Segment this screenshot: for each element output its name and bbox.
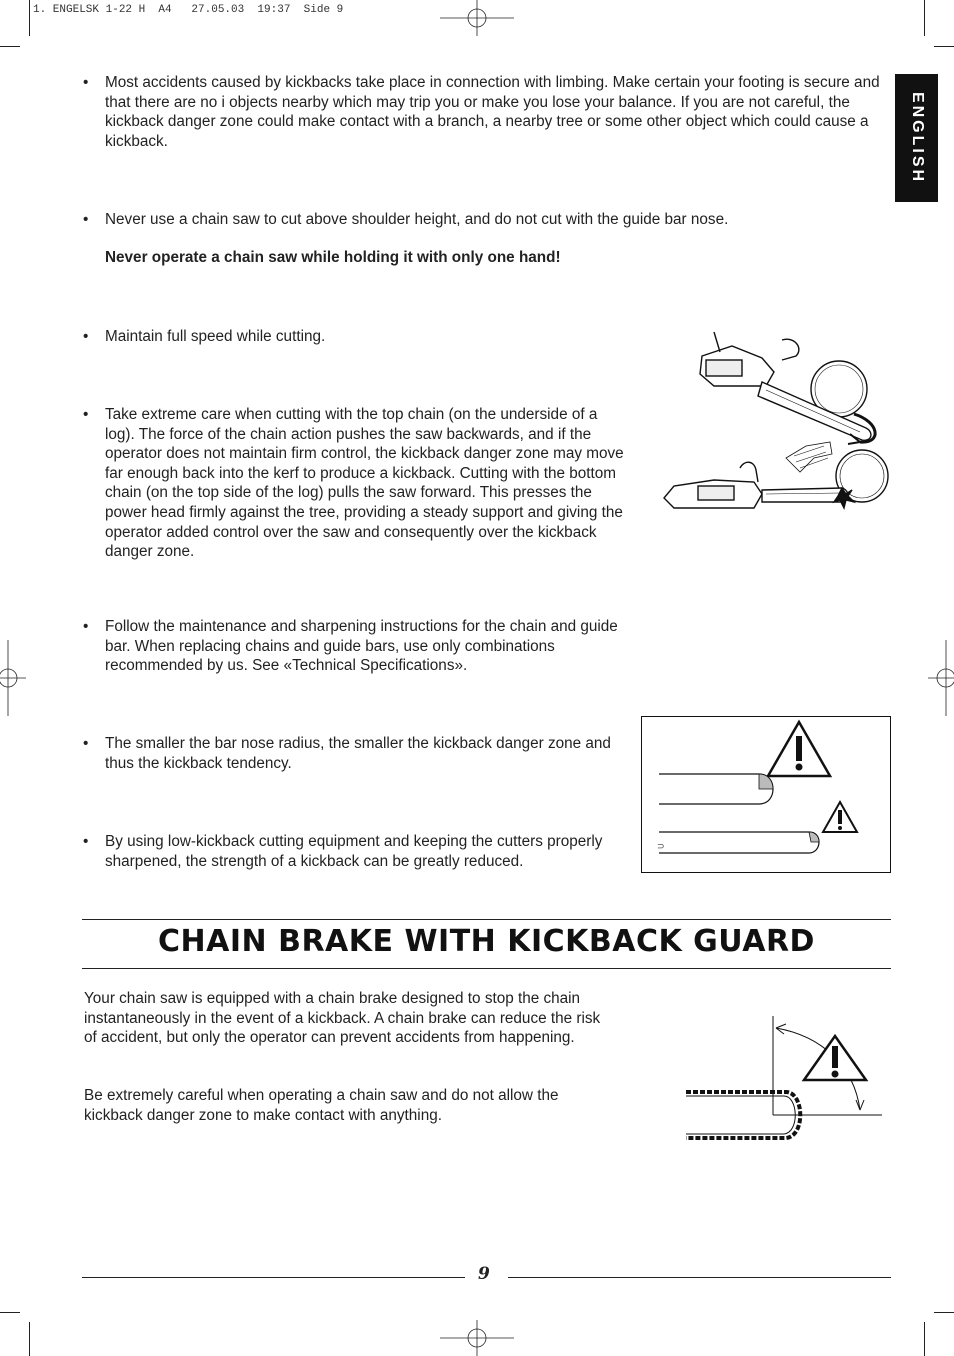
bullet-item — [83, 734, 628, 773]
crop-mark — [934, 46, 954, 47]
bullet-text: Take extreme care when cutting with the top chain (on the underside of a log). The force of the chain action pushes the saw backwards, and if the operator does not maintain firm control, the kickback danger zone may move far enough back into the kerf to produce a kickback. Cutting with the bottom chain (on the top side of the log) pulls the saw forward. This presses the power head firmly against the tree, providing a steady support and giving the operator added control over the saw and consequently over the kickback danger zone. — [105, 406, 624, 561]
crop-mark — [934, 1312, 954, 1313]
language-tab-label: ENGLISH — [908, 91, 926, 185]
crop-mark — [29, 1322, 30, 1356]
registration-mark-left — [0, 640, 26, 716]
bullet-dot: • — [83, 735, 89, 752]
crop-mark — [924, 1322, 925, 1356]
bullet-dot: • — [83, 406, 89, 423]
registration-mark-top — [440, 0, 514, 36]
section-title-text: CHAIN BRAKE WITH KICKBACK GUARD — [158, 924, 815, 959]
section-paragraph: Be extremely careful when operating a chain saw and do not allow the kickback danger zone to make contact with anything. — [84, 1087, 559, 1124]
crop-mark — [29, 0, 30, 36]
bullet-text: Follow the maintenance and sharpening instructions for the chain and guide bar. When replacing chains and guide bars, use only combinations recommended by us. See «Technical Specifications». — [105, 618, 618, 675]
bullet-item — [83, 73, 883, 151]
section-paragraph: Your chain saw is equipped with a chain brake designed to stop the chain instantaneously in the event of a kickback. A chain brake can reduce the risk of accident, but only the operator can prevent accidents from happening. — [84, 990, 601, 1047]
chainsaw-cutting-illustration — [654, 326, 894, 516]
bar-nose-radius-diagram — [641, 716, 891, 873]
warning-bold-text: Never operate a chain saw while holding it with only one hand! — [105, 249, 561, 266]
bullet-item — [83, 617, 628, 676]
bullet-text: By using low-kickback cutting equipment and keeping the cutters properly sharpened, the strength of a kickback can be greatly reduced. — [105, 833, 603, 870]
svg-text:⊃: ⊃ — [657, 841, 665, 851]
crop-mark — [924, 0, 925, 36]
bullet-text: Most accidents caused by kickbacks take place in connection with limbing. Make certain your footing is secure and that there are no i objects nearby which may trip you or make you lose your balance. If you are not careful, the kickback danger zone could make contact with a branch, a nearby tree or some other object which could cause a kickback. — [105, 74, 880, 150]
page-number: 9 — [478, 1264, 490, 1284]
bullet-text: Maintain full speed while cutting. — [105, 328, 326, 345]
registration-mark-bottom — [440, 1320, 514, 1356]
bullet-item — [83, 210, 883, 230]
bullet-item — [83, 405, 628, 562]
bullet-dot: • — [83, 328, 89, 345]
registration-mark-right — [928, 640, 954, 716]
bullet-text: The smaller the bar nose radius, the smaller the kickback danger zone and thus the kickback tendency. — [105, 735, 611, 772]
footer-rule-right — [508, 1277, 891, 1278]
bullet-dot: • — [83, 618, 89, 635]
section-title — [82, 919, 891, 969]
bullet-item — [83, 832, 628, 871]
bullet-dot: • — [83, 74, 89, 91]
footer-rule-left — [82, 1277, 465, 1278]
crop-mark — [0, 1312, 20, 1313]
print-slug: 1. ENGELSK 1-22 H A4 27.05.03 19:37 Side 9 — [33, 4, 344, 16]
crop-mark — [0, 46, 20, 47]
kickback-angle-diagram — [682, 1014, 888, 1146]
bullet-text: Never use a chain saw to cut above shoulder height, and do not cut with the guide bar nose. — [105, 211, 729, 228]
bullet-dot: • — [83, 833, 89, 850]
language-tab — [895, 74, 938, 202]
bullet-dot: • — [83, 211, 89, 228]
bullet-item — [83, 327, 623, 347]
